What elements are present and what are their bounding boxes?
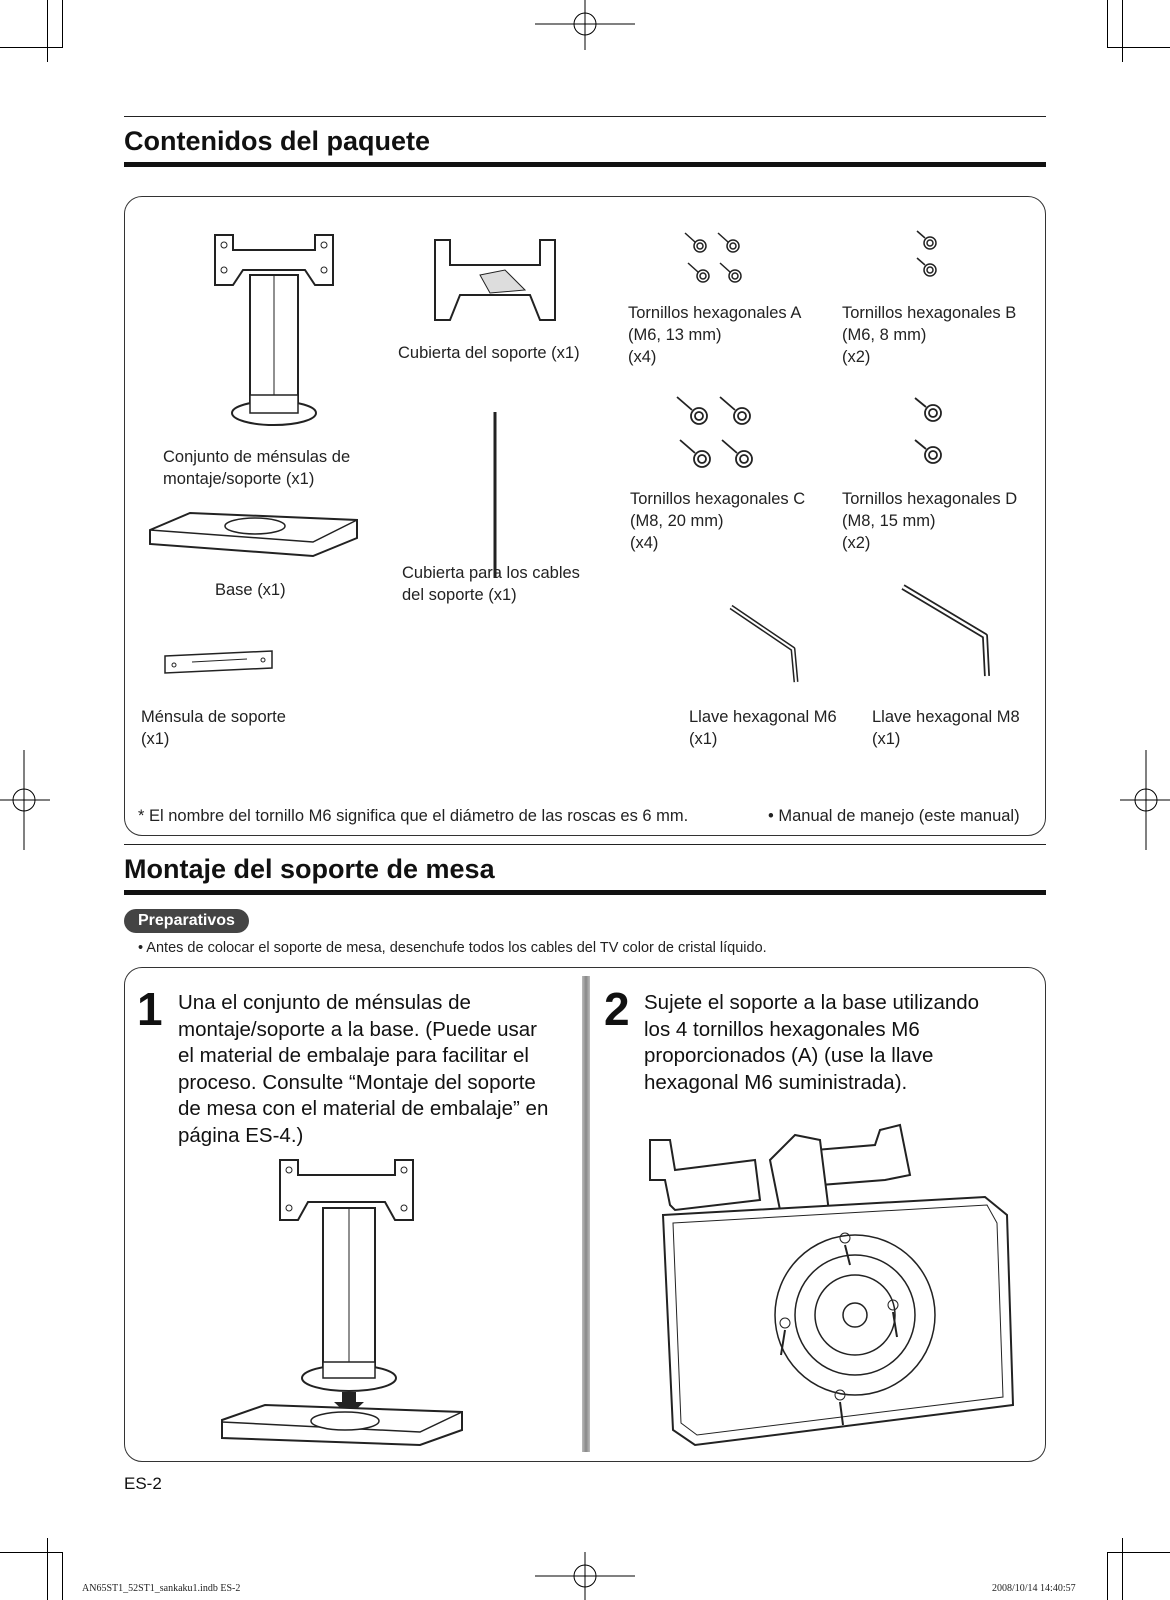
registration-mark-left [0, 750, 50, 850]
support-bracket-label: Ménsula de soporte (x1) [141, 708, 286, 748]
hex-key-m6-label: Llave hexagonal M6 (x1) [689, 708, 837, 748]
crop-mark [1107, 47, 1170, 48]
stand-cover-label: Cubierta del soporte (x1) [398, 344, 580, 362]
section-title-assembly: Montaje del soporte de mesa [124, 854, 495, 884]
top-rule [124, 116, 1046, 117]
preparations-badge: Preparativos [124, 909, 249, 933]
section-title-contents: Contenidos del paquete [124, 126, 431, 156]
screws-a-label: Tornillos hexagonales A (M6, 13 mm) (x4) [628, 304, 802, 366]
cable-cover-illustration [490, 410, 500, 580]
crop-mark [0, 47, 62, 48]
registration-mark-bottom [535, 1552, 635, 1600]
step-1-text: Una el conjunto de ménsulas de montaje/soporte a la base. (Puede usar el material de embalaje para facilitar el proceso. Consulte “Montaje del soporte de mesa con el material de embalaje” en página ES-4.) [178, 991, 549, 1147]
registration-mark-right [1120, 750, 1170, 850]
crop-mark [62, 1552, 63, 1600]
crop-mark [1107, 0, 1108, 48]
print-footer-left: AN65ST1_52ST1_sankaku1.indb ES-2 [82, 1583, 241, 1594]
crop-mark [1122, 0, 1123, 62]
step-divider [582, 976, 590, 1452]
screws-a-illustration [680, 228, 760, 293]
step-2-text: Sujete el soporte a la base utilizando los 4 tornillos hexagonales M6 proporcionados (A) (use la llave hexagonal M6 suministrada). [644, 991, 980, 1094]
screws-b-label: Tornillos hexagonales B (M6, 8 mm) (x2) [842, 304, 1017, 366]
crop-mark [47, 0, 48, 62]
screws-c-label: Tornillos hexagonales C (M8, 20 mm) (x4) [630, 490, 806, 552]
section-rule [124, 844, 1046, 845]
step-2-illustration [645, 1115, 1020, 1450]
hex-key-m8-label: Llave hexagonal M8 (x1) [872, 708, 1020, 748]
base-illustration [145, 508, 365, 563]
crop-mark [1107, 1552, 1170, 1553]
manual-note: • Manual de manejo (este manual) [768, 807, 1020, 825]
crop-mark [0, 1552, 62, 1553]
step-2-number: 2 [604, 983, 630, 1035]
screws-d-label: Tornillos hexagonales D (M8, 15 mm) (x2) [842, 490, 1018, 552]
crop-mark [1107, 1552, 1108, 1600]
stand-cover-illustration [430, 235, 560, 325]
preparations-note: • Antes de colocar el soporte de mesa, desenchufe todos los cables del TV color de cristal líquido. [138, 940, 767, 956]
bracket-assembly-illustration [205, 215, 345, 430]
screws-d-illustration [910, 395, 960, 480]
hex-key-m6-illustration [728, 604, 803, 684]
crop-mark [47, 1538, 48, 1600]
screws-b-illustration [912, 228, 952, 288]
crop-mark [62, 0, 63, 48]
support-bracket-illustration [162, 648, 277, 678]
hex-key-m8-illustration [900, 584, 995, 679]
screws-c-illustration [672, 392, 782, 482]
step-1-illustration [220, 1140, 480, 1455]
print-footer-right: 2008/10/14 14:40:57 [992, 1583, 1076, 1594]
step-1-number: 1 [137, 983, 163, 1035]
page-number: ES-2 [124, 1474, 162, 1493]
registration-mark-top [535, 0, 635, 50]
screw-footnote: * El nombre del tornillo M6 significa que el diámetro de las roscas es 6 mm. [138, 807, 689, 825]
title-rule [124, 162, 1046, 167]
cable-cover-label: Cubierta para los cables del soporte (x1) [402, 564, 580, 604]
title-rule [124, 890, 1046, 895]
bracket-assembly-label: Conjunto de ménsulas de montaje/soporte (x1) [163, 448, 351, 488]
crop-mark [1122, 1538, 1123, 1600]
base-label: Base (x1) [215, 581, 286, 599]
